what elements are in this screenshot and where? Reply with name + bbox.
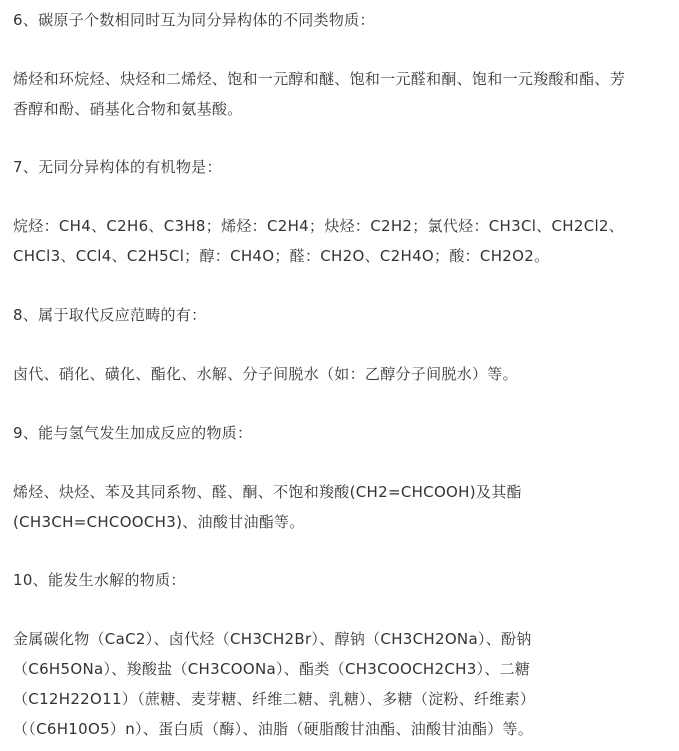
- section-6-body-line-1: 烯烃和环烷烃、炔烃和二烯烃、饱和一元醇和醚、饱和一元醛和酮、饱和一元羧酸和酯、芳: [13, 70, 626, 88]
- section-7-heading: 7、无同分异构体的有机物是：: [13, 158, 222, 176]
- section-7-body-line-1: 烷烃：CH4、C2H6、C3H8；烯烃：C2H4；炔烃：C2H2；氯代烃：CH3Cl、CH2Cl2、: [13, 217, 625, 235]
- section-10-heading: 10、能发生水解的物质：: [13, 571, 186, 589]
- section-9-body-line-2: (CH3CH=CHCOOCH3)、油酸甘油酯等。: [13, 513, 305, 531]
- section-9-heading: 9、能与氢气发生加成反应的物质：: [13, 424, 253, 442]
- section-6-body-line-2: 香醇和酚、硝基化合物和氨基酸。: [13, 100, 243, 118]
- section-9-body-line-1: 烯烃、炔烃、苯及其同系物、醛、酮、不饱和羧酸(CH2=CHCOOH)及其酯: [13, 483, 522, 501]
- section-10-body-line-3: （C12H22O11）（蔗糖、麦芽糖、纤维二糖、乳糖）、多糖（淀粉、纤维素）: [13, 690, 536, 708]
- section-10-body-line-2: （C6H5ONa）、羧酸盐（CH3COONa）、酯类（CH3COOCH2CH3）、二糖: [13, 660, 531, 678]
- section-8-body-line-1: 卤代、硝化、磺化、酯化、水解、分子间脱水（如：乙醇分子间脱水）等。: [13, 365, 518, 383]
- section-8-heading: 8、属于取代反应范畴的有：: [13, 306, 207, 324]
- section-10-body-line-4: （（C6H10O5）n）、蛋白质（酶）、油脂（硬脂酸甘油酯、油酸甘油酯）等。: [13, 720, 534, 738]
- section-6-heading: 6、碳原子个数相同时互为同分异构体的不同类物质：: [13, 11, 375, 29]
- section-10-body-line-1: 金属碳化物（CaC2）、卤代烃（CH3CH2Br）、醇钠（CH3CH2ONa）、酚钠: [13, 630, 532, 648]
- section-7-body-line-2: CHCl3、CCl4、C2H5Cl；醇：CH4O；醛：CH2O、C2H4O；酸：CH2O2。: [13, 247, 550, 265]
